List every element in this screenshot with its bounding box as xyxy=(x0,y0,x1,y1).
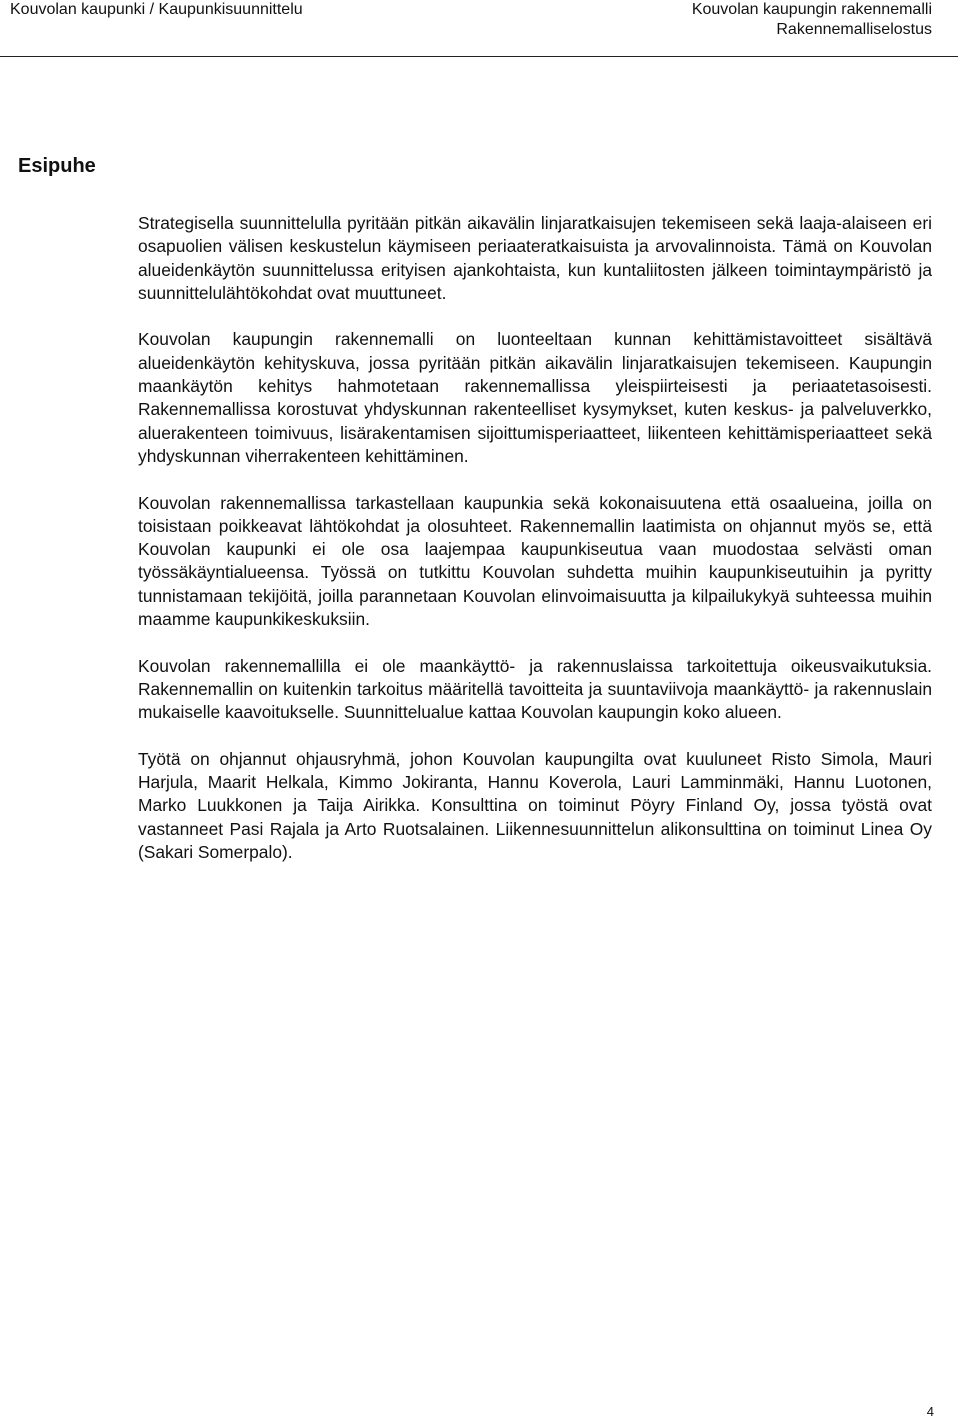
paragraph-5: Työtä on ohjannut ohjausryhmä, johon Kouvolan kaupungilta ovat kuuluneet Risto Simola, Mauri Harjula, Maarit Helkala, Kimmo Jokiranta, Hannu Koverola, Lauri Lamminmäki, Hannu Luotonen, Marko Luukkonen ja Taija Airikka. Konsulttina on toiminut Pöyry Finland Oy, jossa työstä ovat vastanneet Pasi Rajala ja Arto Ruotsalainen. Liikennesuunnittelun alikonsulttina on toiminut Linea Oy (Sakari Somerpalo). xyxy=(138,748,932,863)
page-number: 4 xyxy=(926,1404,934,1419)
paragraph-2: Kouvolan kaupungin rakennemalli on luonteeltaan kunnan kehittämistavoitteet sisältävä alueidenkäytön kehityskuva, jossa pyritään pitkän aikavälin linjaratkaisujen tekemiseen. Kaupungin maankäytön kehitys hahmotetaan rakennemallissa yleispiirteisesti ja periaatetasoisesti. Rakennemallissa korostuvat yhdyskunnan rakenteelliset kysymykset, kuten keskus- ja palveluverkko, aluerakenteen toimivuus, lisärakentamisen sijoittumisperiaatteet, liikenteen kehittämisperiaatteet sekä yhdyskunnan viherrakenteen kehittäminen. xyxy=(138,329,932,466)
section-title: Esipuhe xyxy=(18,155,96,177)
header-document-title: Kouvolan kaupungin rakennemalli xyxy=(691,1,932,18)
paragraph-4: Kouvolan rakennemallilla ei ole maankäyttö- ja rakennuslaissa tarkoitettuja oikeusvaikutuksia. Rakennemallin on kuitenkin tarkoitus määritellä tavoitteita ja suuntaviivoja maankäyttö- ja rakennuslain mukaiselle kaavoitukselle. Suunnittelualue kattaa Kouvolan kaupungin koko alueen. xyxy=(138,655,932,723)
header-organization: Kouvolan kaupunki / Kaupunkisuunnittelu xyxy=(10,1,303,18)
paragraph-1: Strategisella suunnittelulla pyritään pitkän aikavälin linjaratkaisujen tekemiseen sekä laaja-alaiseen eri osapuolien välisen keskustelun käymiseen periaateratkaisuista ja arvovalinnoista. Tämä on Kouvolan alueidenkäytön suunnittelussa erityisen ajankohtaista, kun kuntaliitosten jälkeen toimintaympäristö ja suunnittelulähtökohdat ovat muuttuneet. xyxy=(138,213,932,303)
page-header xyxy=(0,0,958,57)
body-text xyxy=(138,212,932,888)
header-document-info xyxy=(692,0,932,40)
header-document-subtitle: Rakennemalliselostus xyxy=(776,21,932,38)
paragraph-3: Kouvolan rakennemallissa tarkastellaan kaupunkia sekä kokonaisuutena että osaalueina, joilla on toisistaan poikkeavat lähtökohdat ja olosuhteet. Rakennemallin laatimista on ohjannut myös se, että Kouvolan kaupunki ei ole osa laajempaa kaupunkiseutua vaan muodostaa selvästi oman työssäkäyntialueensa. Työssä on tutkittu Kouvolan suhdetta muihin kaupunkiseutuihin ja pyritty tunnistamaan tekijöitä, joilla parannetaan Kouvolan elinvoimaisuutta ja kilpailukykyä suhteessa muihin maamme kaupunkikeskuksiin. xyxy=(138,492,932,630)
